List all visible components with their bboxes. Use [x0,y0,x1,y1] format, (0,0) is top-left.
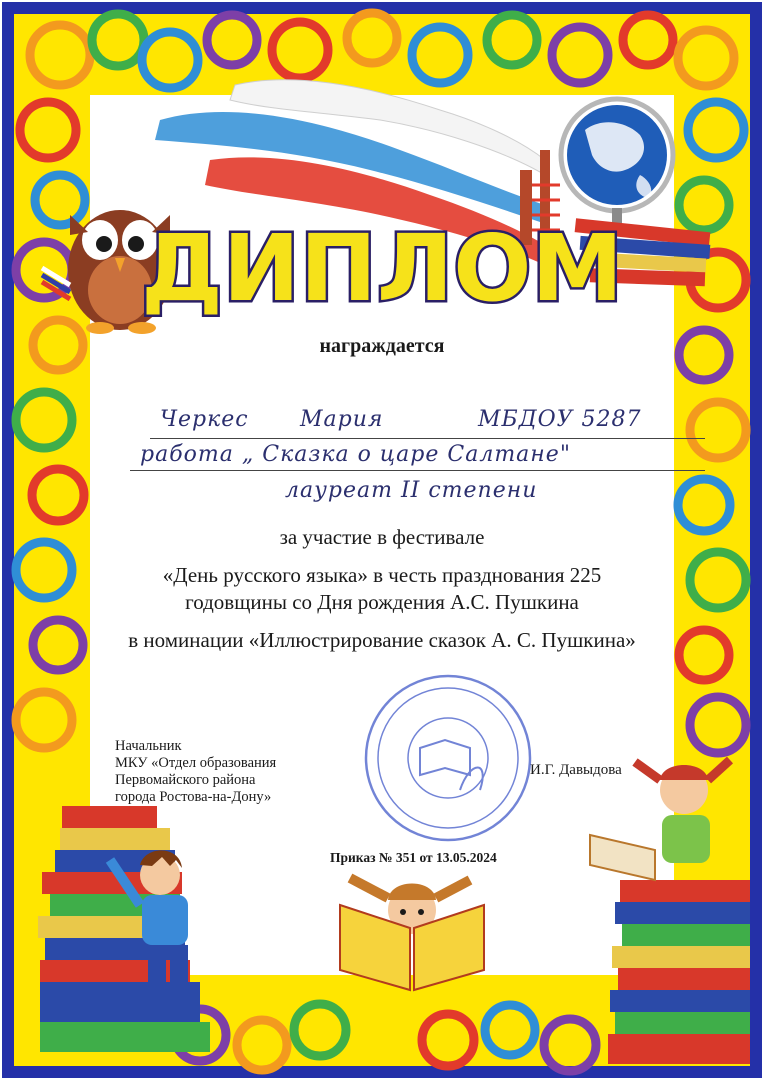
signatory-line-2: МКУ «Отдел образования [115,755,277,771]
diploma-title-art: ДИПЛОМ [140,215,624,322]
signatory-line-3: Первомайского района [115,772,256,788]
participation-text: за участие в фестивале [279,525,485,549]
signatory-line-1: Начальник [115,738,182,754]
recipient-underline [150,438,705,439]
award-result: лауреат II степени [285,478,538,503]
anniversary-text: годовщины со Дня рождения А.С. Пушкина [185,590,579,614]
signatory-position [115,738,276,806]
signatory-name: И.Г. Давыдова [530,762,622,778]
recipient-name-first: Черкес [160,407,249,432]
nomination-text: в номинации «Иллюстрирование сказок А. С. Пушкина» [128,628,636,652]
recipient-school: МБДОУ 5287 [478,407,642,432]
work-title: работа „ Сказка о царе Салтане" [140,442,571,467]
recipient-name-second: Мария [300,407,384,432]
signatory-line-4: города Ростова-на-Дону» [115,789,272,805]
work-underline [130,470,705,471]
order-number: Приказ № 351 от 13.05.2024 [330,850,497,865]
festival-text: «День русского языка» в честь празднования 225 [162,563,602,587]
awarded-label: награждается [319,335,445,357]
